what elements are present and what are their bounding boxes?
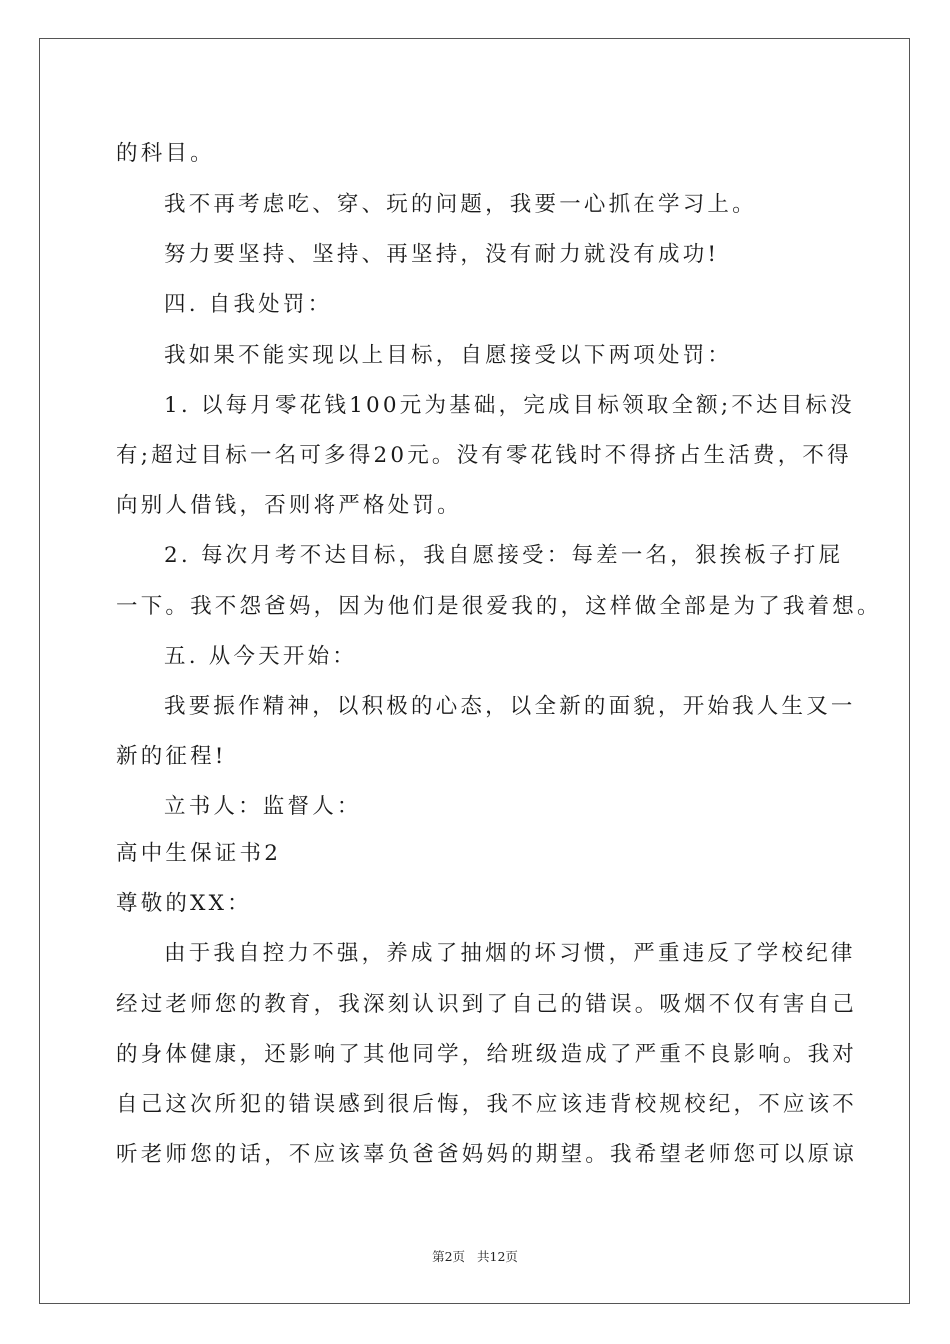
text-line: 经过老师您的教育，我深刻认识到了自己的错误。吸烟不仅有害自己	[116, 992, 858, 1017]
section-heading: 五. 从今天开始：	[164, 644, 357, 669]
text-line: 1. 以每月零花钱100元为基础，完成目标领取全额;不达目标没	[164, 393, 855, 418]
text-line: 一下。我不怨爸妈，因为他们是很爱我的，这样做全部是为了我着想。	[116, 594, 882, 619]
text-line: 由于我自控力不强，养成了抽烟的坏习惯，严重违反了学校纪律	[164, 941, 856, 966]
page-footer	[0, 1247, 950, 1265]
text-line: 的科目。	[116, 141, 215, 166]
text-line: 努力要坚持、坚持、再坚持，没有耐力就没有成功!	[164, 242, 720, 267]
text-line: 自己这次所犯的错误感到很后悔，我不应该违背校规校纪，不应该不	[116, 1092, 858, 1117]
page-number: 第2页	[432, 1249, 466, 1264]
text-line: 我如果不能实现以上目标，自愿接受以下两项处罚：	[164, 343, 733, 368]
document-title: 高中生保证书2	[116, 841, 282, 866]
text-line: 2. 每次月考不达目标，我自愿接受：每差一名，狠挨板子打屁	[164, 543, 844, 568]
signature-line: 立书人：监督人：	[164, 794, 362, 819]
text-line: 有;超过目标一名可多得20元。没有零花钱时不得挤占生活费，不得	[116, 443, 852, 468]
text-line: 我要振作精神，以积极的心态，以全新的面貌，开始我人生又一	[164, 694, 856, 719]
salutation: 尊敬的XX：	[116, 891, 252, 916]
page-total: 共12页	[477, 1249, 518, 1264]
text-line: 向别人借钱，否则将严格处罚。	[116, 493, 462, 518]
text-line: 我不再考虑吃、穿、玩的问题，我要一心抓在学习上。	[164, 192, 757, 217]
text-line: 听老师您的话，不应该辜负爸爸妈妈的期望。我希望老师您可以原谅	[116, 1142, 858, 1167]
section-heading: 四. 自我处罚：	[164, 292, 333, 317]
text-line: 新的征程!	[116, 744, 227, 769]
text-line: 的身体健康，还影响了其他同学，给班级造成了严重不良影响。我对	[116, 1042, 858, 1067]
